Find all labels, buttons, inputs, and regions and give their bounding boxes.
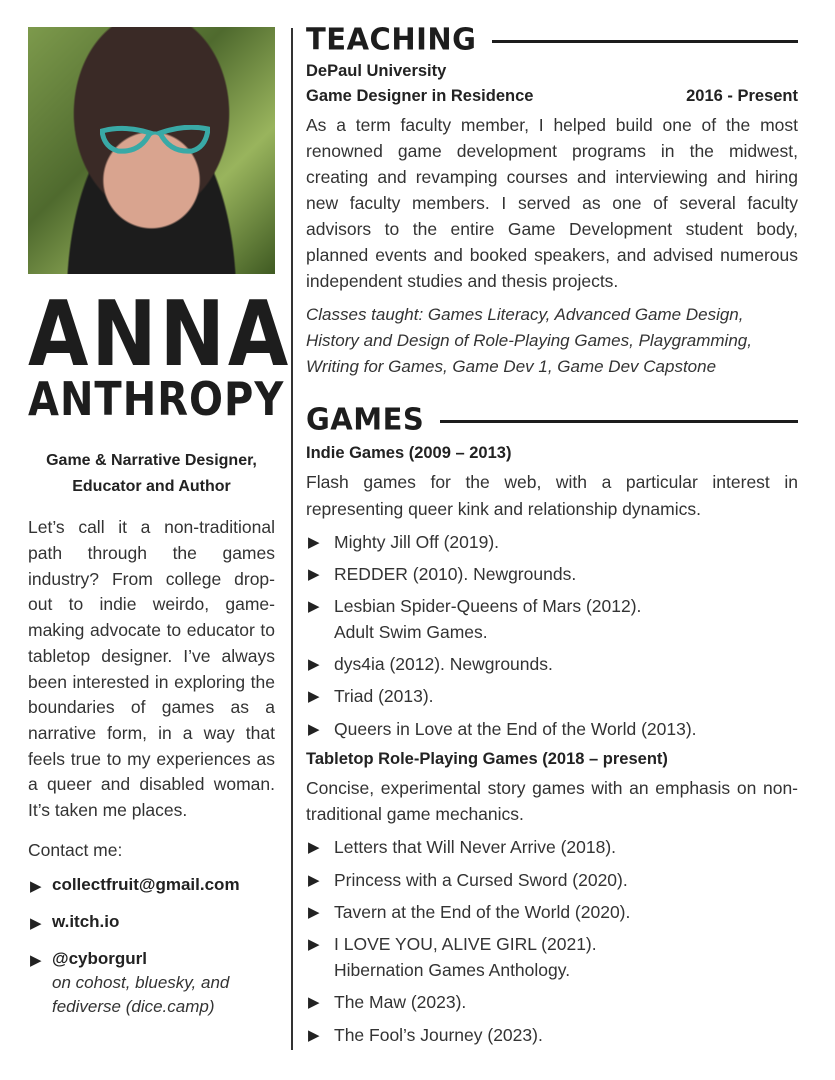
bullet-triangle-icon: ▶ — [308, 1026, 320, 1044]
contact-label: Contact me: — [28, 839, 123, 860]
bullet-triangle-icon: ▶ — [308, 656, 320, 674]
teaching-header — [306, 22, 798, 56]
ttrpg-description: Concise, experimental story games with an emphasis on non-traditional game mechanics. — [306, 778, 798, 825]
contact-item-itch[interactable] — [28, 912, 275, 932]
list-item-text: I LOVE YOU, ALIVE GIRL (2021). — [334, 934, 597, 955]
list-item-text: Triad (2013). — [334, 686, 434, 707]
section-title-teaching: TEACHING — [306, 21, 477, 57]
tagline-line-1: Game & Narrative Designer, — [46, 452, 257, 469]
list-item-text: Queers in Love at the End of the World (2013). — [334, 718, 697, 739]
list-item-text: Tavern at the End of the World (2020). — [334, 902, 631, 923]
section-rule — [440, 420, 798, 423]
indie-description: Flash games for the web, with a particular interest in representing queer kink and relationship dynamics. — [306, 472, 798, 519]
list-item-text: The Maw (2023). — [334, 992, 467, 1013]
classes-taught: Classes taught: Games Literacy, Advanced Game Design, History and Design of Role-Playing Games, Playgramming, Writing for Games, Game Dev 1, Game Dev Capstone — [306, 305, 752, 377]
list-item — [306, 717, 798, 742]
contact-item-email[interactable] — [28, 875, 275, 895]
ttrpg-heading: Tabletop Role-Playing Games (2018 – present) — [306, 750, 668, 769]
bullet-triangle-icon: ▶ — [308, 871, 320, 889]
list-item — [306, 932, 798, 983]
indie-heading: Indie Games (2009 – 2013) — [306, 444, 512, 463]
bullet-triangle-icon: ▶ — [308, 598, 320, 616]
section-rule — [492, 40, 798, 43]
glasses-icon — [100, 125, 210, 155]
column-divider — [291, 28, 293, 1050]
bio-text: Let’s call it a non-traditional path through the games industry? From college drop-out to indie weirdo, game-making advocate to educator to tabletop designer. I’ve always been interested in exploring the boundaries of games as a narrative form, in a way that feels true to my experiences as a queer and disabled woman. It’s taken me places. — [28, 517, 275, 821]
contact-social-handle[interactable]: @cyborgurl — [52, 948, 147, 968]
list-item-subtext: Adult Swim Games. — [334, 621, 488, 642]
tagline-line-2: Educator and Author — [72, 477, 231, 495]
contact-email-link[interactable]: collectfruit@gmail.com — [52, 874, 240, 894]
list-item — [306, 900, 798, 925]
list-item — [306, 594, 798, 645]
profile-photo — [28, 27, 275, 274]
bullet-triangle-icon: ▶ — [308, 565, 320, 583]
ttrpg-games-list — [306, 835, 798, 1048]
main-content — [306, 22, 798, 1055]
indie-games-list — [306, 530, 798, 743]
teaching-role-row — [306, 87, 798, 106]
bullet-triangle-icon: ▶ — [30, 951, 42, 969]
teaching-role: Game Designer in Residence — [306, 87, 534, 105]
list-item-subtext: Hibernation Games Anthology. — [334, 959, 571, 980]
section-title-games: GAMES — [306, 401, 425, 438]
list-item — [306, 1023, 798, 1048]
sidebar — [28, 27, 292, 1035]
bullet-triangle-icon: ▶ — [308, 904, 320, 922]
tagline — [28, 448, 275, 499]
list-item-text: Princess with a Cursed Sword (2020). — [334, 869, 628, 890]
name-block — [28, 283, 292, 427]
contact-itch-link[interactable]: w.itch.io — [52, 911, 120, 931]
teaching-org: DePaul University — [306, 62, 447, 80]
last-name: ANTHROPY — [28, 373, 285, 427]
list-item — [306, 868, 798, 893]
first-name: ANNA — [28, 283, 292, 387]
list-item-text: Letters that Will Never Arrive (2018). — [334, 837, 617, 858]
list-item-text: Lesbian Spider-Queens of Mars (2012). — [334, 596, 642, 617]
list-item-text: The Fool’s Journey (2023). — [334, 1024, 543, 1045]
bullet-triangle-icon: ▶ — [308, 533, 320, 551]
list-item-text: Mighty Jill Off (2019). — [334, 531, 500, 552]
list-item — [306, 652, 798, 677]
list-item — [306, 530, 798, 555]
teaching-dates: 2016 - Present — [686, 87, 798, 105]
games-header — [306, 402, 798, 436]
list-item-text: dys4ia (2012). Newgrounds. — [334, 654, 553, 675]
bullet-triangle-icon: ▶ — [308, 839, 320, 857]
contact-social-note: on cohost, bluesky, and fediverse (dice.camp) — [52, 972, 230, 1016]
bullet-triangle-icon: ▶ — [308, 720, 320, 738]
bullet-triangle-icon: ▶ — [308, 688, 320, 706]
bullet-triangle-icon: ▶ — [30, 877, 42, 895]
contact-list — [28, 875, 275, 1019]
bullet-triangle-icon: ▶ — [308, 936, 320, 954]
list-item — [306, 684, 798, 709]
bullet-triangle-icon: ▶ — [30, 914, 42, 932]
list-item — [306, 990, 798, 1015]
list-item — [306, 835, 798, 860]
bullet-triangle-icon: ▶ — [308, 994, 320, 1012]
contact-item-social[interactable] — [28, 949, 275, 1019]
list-item-text: REDDER (2010). Newgrounds. — [334, 563, 577, 584]
teaching-description: As a term faculty member, I helped build one of the most renowned game development programs in the midwest, creating and revamping courses and interviewing and hiring new faculty members. I served as one of several faculty advisors to the entire Game Development student body, planned events and booked speakers, and advised numerous independent studies and thesis projects. — [306, 115, 798, 292]
list-item — [306, 562, 798, 587]
